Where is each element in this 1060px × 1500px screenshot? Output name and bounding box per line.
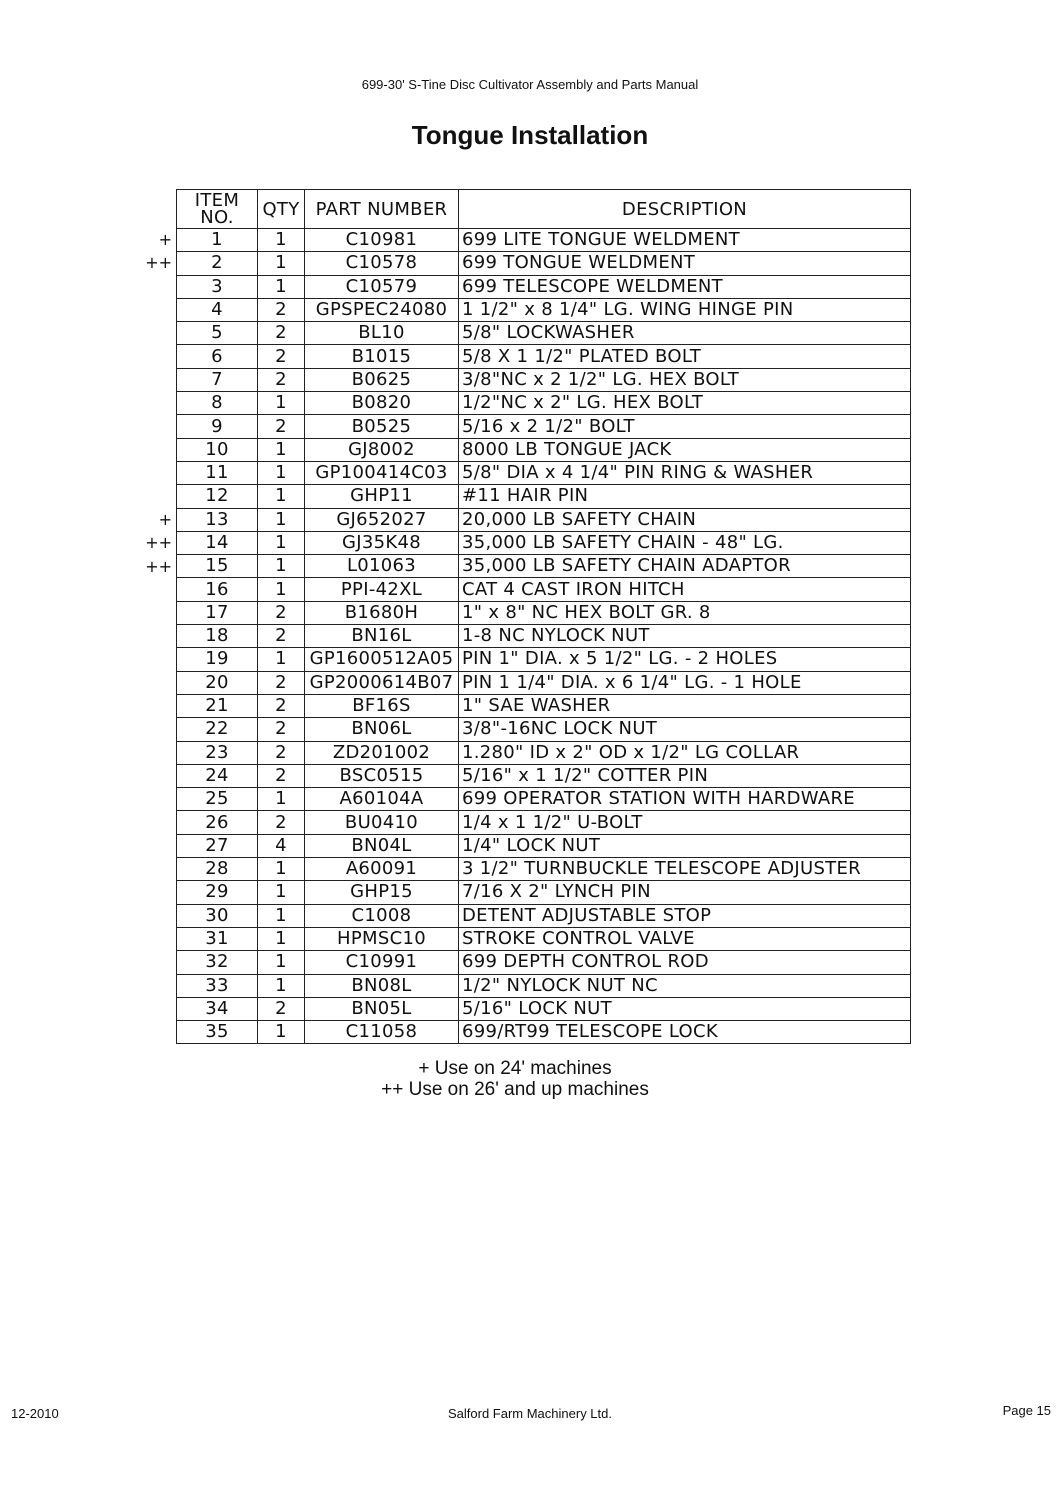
qty-cell: 2 [258,415,305,438]
part-number-cell: BN16L [305,625,459,648]
footer-company: Salford Farm Machinery Ltd. [447,1406,612,1421]
description-cell: 7/16 X 2" LYNCH PIN [459,881,911,904]
qty-cell: 2 [258,694,305,717]
table-row [177,904,911,927]
qty-cell: 2 [258,368,305,391]
usage-marker [130,928,172,951]
qty-cell: 2 [258,764,305,787]
description-cell: 1/4 x 1 1/2" U-BOLT [459,811,911,834]
item-number-cell: 22 [177,718,258,741]
part-number-cell: BSC0515 [305,764,459,787]
qty-cell: 2 [258,997,305,1020]
usage-notes [0,1058,1030,1100]
description-cell: STROKE CONTROL VALVE [459,927,911,950]
usage-marker [130,461,172,484]
qty-cell: 2 [258,298,305,321]
part-number-cell: B1015 [305,345,459,368]
item-number-cell: 24 [177,764,258,787]
description-cell: 5/16 x 2 1/2" BOLT [459,415,911,438]
part-number-cell: PPI-42XL [305,578,459,601]
description-cell: #11 HAIR PIN [459,485,911,508]
description-cell: 3/8"NC x 2 1/2" LG. HEX BOLT [459,368,911,391]
item-number-cell: 6 [177,345,258,368]
table-row [177,345,911,368]
part-number-cell: GP1600512A05 [305,648,459,671]
usage-marker [130,695,172,718]
item-number-cell: 30 [177,904,258,927]
part-number-cell: A60091 [305,858,459,881]
item-number-cell: 12 [177,485,258,508]
description-cell: 5/16" x 1 1/2" COTTER PIN [459,764,911,787]
item-number-cell: 19 [177,648,258,671]
usage-marker [130,485,172,508]
item-number-cell: 3 [177,275,258,298]
description-cell: 3/8"-16NC LOCK NUT [459,718,911,741]
qty-cell: 1 [258,461,305,484]
part-number-cell: A60104A [305,788,459,811]
description-cell: 5/8" LOCKWASHER [459,322,911,345]
usage-marker: + [158,510,172,530]
description-cell: 35,000 LB SAFETY CHAIN - 48" LG. [459,531,911,554]
description-cell: 1" x 8" NC HEX BOLT GR. 8 [459,601,911,624]
usage-marker [130,835,172,858]
table-row [177,252,911,275]
description-cell: 5/16" LOCK NUT [459,997,911,1020]
description-cell: 1 1/2" x 8 1/4" LG. WING HINGE PIN [459,298,911,321]
usage-marker [130,998,172,1021]
part-number-cell: BU0410 [305,811,459,834]
usage-marker [130,975,172,998]
item-number-cell: 13 [177,508,258,531]
description-cell: 1-8 NC NYLOCK NUT [459,625,911,648]
usage-marker [130,625,172,648]
description-cell: PIN 1 1/4" DIA. x 6 1/4" LG. - 1 HOLE [459,671,911,694]
part-number-cell: GP2000614B07 [305,671,459,694]
part-number-cell: HPMSC10 [305,927,459,950]
table-row [177,229,911,252]
table-row [177,485,911,508]
description-cell: 699 DEPTH CONTROL ROD [459,951,911,974]
item-number-cell: 8 [177,392,258,415]
part-number-cell: BN06L [305,718,459,741]
usage-marker [130,788,172,811]
item-number-cell: 21 [177,694,258,717]
item-number-cell: 17 [177,601,258,624]
qty-cell: 1 [258,974,305,997]
description-cell: 699/RT99 TELESCOPE LOCK [459,1021,911,1044]
item-number-cell: 35 [177,1021,258,1044]
qty-cell: 1 [258,275,305,298]
description-cell: 1.280" ID x 2" OD x 1/2" LG COLLAR [459,741,911,764]
table-row [177,555,911,578]
description-cell: PIN 1" DIA. x 5 1/2" LG. - 2 HOLES [459,648,911,671]
description-cell: 3 1/2" TURNBUCKLE TELESCOPE ADJUSTER [459,858,911,881]
item-number-cell: 26 [177,811,258,834]
item-number-cell: 1 [177,229,258,252]
description-cell: 699 TONGUE WELDMENT [459,252,911,275]
usage-marker [130,345,172,368]
page-title: Tongue Installation [411,120,649,150]
part-number-cell: C10579 [305,275,459,298]
qty-cell: 4 [258,834,305,857]
qty-cell: 1 [258,788,305,811]
table-row [177,461,911,484]
qty-cell: 1 [258,927,305,950]
description-cell: 8000 LB TONGUE JACK [459,438,911,461]
table-row [177,834,911,857]
part-number-cell: C10981 [305,229,459,252]
qty-cell: 1 [258,531,305,554]
usage-marker [130,1022,172,1045]
part-number-cell: C10578 [305,252,459,275]
item-number-cell: 23 [177,741,258,764]
table-row [177,1021,911,1044]
usage-marker [130,321,172,344]
table-row [177,298,911,321]
parts-table-body [177,229,911,1044]
item-number-cell: 14 [177,531,258,554]
usage-marker [130,578,172,601]
description-cell: 1/4" LOCK NUT [459,834,911,857]
usage-marker [130,438,172,461]
table-row [177,951,911,974]
item-number-cell: 11 [177,461,258,484]
table-row [177,275,911,298]
item-number-cell: 25 [177,788,258,811]
qty-cell: 1 [258,648,305,671]
column-header-item-line: ITEM [194,190,240,211]
qty-cell: 1 [258,881,305,904]
usage-marker [130,952,172,975]
description-cell: 5/8" DIA x 4 1/4" PIN RING & WASHER [459,461,911,484]
qty-cell: 1 [258,1021,305,1044]
usage-marker [130,765,172,788]
item-number-cell: 4 [177,298,258,321]
part-number-cell: C1008 [305,904,459,927]
description-cell: DETENT ADJUSTABLE STOP [459,904,911,927]
part-number-cell: GHP11 [305,485,459,508]
item-number-cell: 20 [177,671,258,694]
table-row [177,811,911,834]
qty-cell: 1 [258,392,305,415]
column-header-description: DESCRIPTION [459,190,911,229]
qty-cell: 1 [258,904,305,927]
part-number-cell: GJ8002 [305,438,459,461]
column-header-item-line: NO. [200,207,234,228]
usage-marker [130,672,172,695]
table-row [177,648,911,671]
usage-marker [130,858,172,881]
usage-marker: + [158,230,172,249]
qty-cell: 2 [258,671,305,694]
table-row [177,671,911,694]
usage-marker [130,812,172,835]
part-number-cell: B0820 [305,392,459,415]
qty-cell: 1 [258,951,305,974]
qty-cell: 1 [258,485,305,508]
qty-cell: 2 [258,718,305,741]
usage-marker: ++ [145,253,172,273]
qty-cell: 2 [258,345,305,368]
qty-cell: 1 [258,252,305,275]
table-row [177,694,911,717]
description-cell: 1" SAE WASHER [459,694,911,717]
description-cell: 699 OPERATOR STATION WITH HARDWARE [459,788,911,811]
item-number-cell: 28 [177,858,258,881]
part-number-cell: B0625 [305,368,459,391]
qty-cell: 2 [258,601,305,624]
usage-marker [130,391,172,414]
qty-cell: 2 [258,741,305,764]
column-header-part-number: PART NUMBER [305,190,459,229]
qty-cell: 1 [258,858,305,881]
usage-marker [130,742,172,765]
qty-cell: 1 [258,438,305,461]
usage-marker [130,905,172,928]
table-row [177,415,911,438]
usage-markers-column [130,228,172,1045]
description-cell: 35,000 LB SAFETY CHAIN ADAPTOR [459,555,911,578]
part-number-cell: B1680H [305,601,459,624]
usage-marker [130,368,172,391]
item-number-cell: 10 [177,438,258,461]
parts-table [176,189,911,1044]
item-number-cell: 29 [177,881,258,904]
qty-cell: 1 [258,555,305,578]
item-number-cell: 27 [177,834,258,857]
part-number-cell: L01063 [305,555,459,578]
table-row [177,625,911,648]
table-row [177,438,911,461]
item-number-cell: 15 [177,555,258,578]
table-row [177,764,911,787]
table-header-row [177,190,911,229]
table-row [177,858,911,881]
part-number-cell: C10991 [305,951,459,974]
table-row [177,392,911,415]
manual-header: 699-30' S-Tine Disc Cultivator Assembly and Parts Manual [361,77,699,92]
note-26ft-up: ++ Use on 26' and up machines [381,1079,649,1100]
qty-cell: 2 [258,322,305,345]
note-24ft: + Use on 24' machines [418,1058,612,1079]
item-number-cell: 7 [177,368,258,391]
item-number-cell: 18 [177,625,258,648]
table-row [177,881,911,904]
usage-marker [130,602,172,625]
qty-cell: 1 [258,508,305,531]
part-number-cell: C11058 [305,1021,459,1044]
table-row [177,997,911,1020]
table-row [177,322,911,345]
part-number-cell: GJ652027 [305,508,459,531]
item-number-cell: 5 [177,322,258,345]
description-cell: 699 TELESCOPE WELDMENT [459,275,911,298]
qty-cell: 2 [258,811,305,834]
description-cell: 1/2" NYLOCK NUT NC [459,974,911,997]
column-header-qty: QTY [258,190,305,229]
description-cell: CAT 4 CAST IRON HITCH [459,578,911,601]
table-row [177,368,911,391]
table-row [177,578,911,601]
part-number-cell: BN05L [305,997,459,1020]
part-number-cell: GJ35K48 [305,531,459,554]
usage-marker [130,882,172,905]
usage-marker [130,718,172,741]
part-number-cell: GP100414C03 [305,461,459,484]
usage-marker [130,415,172,438]
table-row [177,974,911,997]
item-number-cell: 16 [177,578,258,601]
usage-marker [130,648,172,671]
part-number-cell: GHP15 [305,881,459,904]
part-number-cell: B0525 [305,415,459,438]
usage-marker [130,298,172,321]
qty-cell: 1 [258,578,305,601]
item-number-cell: 2 [177,252,258,275]
item-number-cell: 31 [177,927,258,950]
part-number-cell: BN08L [305,974,459,997]
part-number-cell: GPSPEC24080 [305,298,459,321]
usage-marker: ++ [145,556,172,576]
qty-cell: 1 [258,229,305,252]
part-number-cell: ZD201002 [305,741,459,764]
footer-page-number: Page 15 [1002,1403,1051,1418]
table-row [177,927,911,950]
part-number-cell: BN04L [305,834,459,857]
qty-cell: 2 [258,625,305,648]
table-row [177,718,911,741]
description-cell: 20,000 LB SAFETY CHAIN [459,508,911,531]
part-number-cell: BL10 [305,322,459,345]
table-row [177,508,911,531]
description-cell: 5/8 X 1 1/2" PLATED BOLT [459,345,911,368]
item-number-cell: 34 [177,997,258,1020]
usage-marker [130,275,172,298]
table-row [177,788,911,811]
column-header-item [177,190,258,229]
item-number-cell: 9 [177,415,258,438]
usage-marker: ++ [145,533,172,553]
footer-date: 12-2010 [11,1406,59,1421]
table-row [177,601,911,624]
part-number-cell: BF16S [305,694,459,717]
description-cell: 1/2"NC x 2" LG. HEX BOLT [459,392,911,415]
table-row [177,531,911,554]
parts-table-container [176,189,910,1044]
description-cell: 699 LITE TONGUE WELDMENT [459,229,911,252]
item-number-cell: 33 [177,974,258,997]
table-row [177,741,911,764]
item-number-cell: 32 [177,951,258,974]
